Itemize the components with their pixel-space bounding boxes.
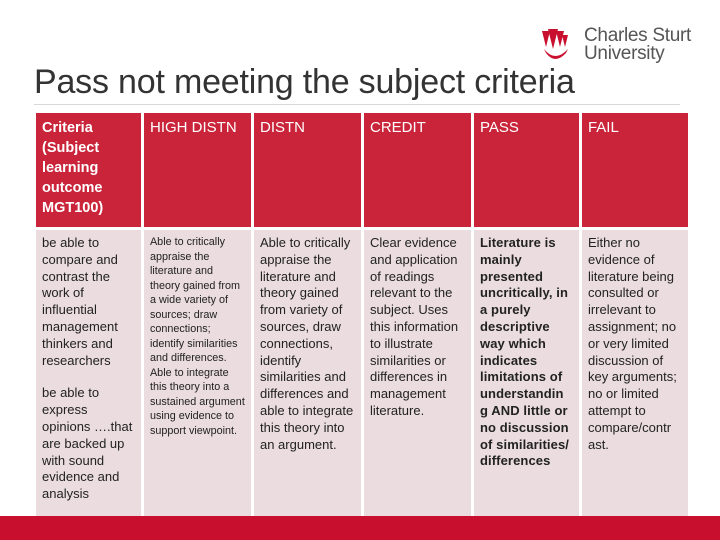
cell-high-distn: Able to critically appraise the literature and theory gained from a wide variety of sources; draw connections; identify similarities and differences. Able to integrate this theory into a sustained argument using evidence to support viewpoint. xyxy=(144,230,251,517)
university-logo xyxy=(538,22,698,68)
header-distn: DISTN xyxy=(254,113,361,227)
header-pass: PASS xyxy=(474,113,579,227)
criteria-part-1: be able to compare and contrast the work of influential management thinkers and researchers xyxy=(42,235,118,368)
slide-title: Pass not meeting the subject criteria xyxy=(34,63,575,101)
criteria-table-wrapper xyxy=(33,110,691,520)
bottom-accent-bar xyxy=(0,516,720,540)
title-divider xyxy=(34,104,680,105)
cell-criteria xyxy=(36,230,141,517)
csu-flame-logo-icon xyxy=(538,25,578,65)
cell-distn: Able to critically appraise the literature and theory gained from variety of sources, draw connections, identify similarities and differences and able to integrate this theory into an argument. xyxy=(254,230,361,517)
criteria-table xyxy=(33,110,691,520)
cell-credit: Clear evidence and application of readings relevant to the subject. Uses this information to illustrate similarities or differences in management literature. xyxy=(364,230,471,517)
logo-line-1: Charles Sturt xyxy=(584,25,691,46)
header-high-distn: HIGH DISTN xyxy=(144,113,251,227)
logo-wordmark xyxy=(584,27,691,63)
cell-fail: Either no evidence of literature being consulted or irrelevant to assignment; no or very limited discussion of key arguments; no or limited attempt to compare/contr ast. xyxy=(582,230,688,517)
cell-pass: Literature is mainly presented uncritically, in a purely descriptive way which indicates limitations of understandin g AND little or no discussion of similarities/ differences xyxy=(474,230,579,517)
logo-line-2: University xyxy=(584,43,665,64)
header-credit: CREDIT xyxy=(364,113,471,227)
header-fail: FAIL xyxy=(582,113,688,227)
header-criteria: Criteria (Subject learning outcome MGT100) xyxy=(36,113,141,227)
table-row xyxy=(36,230,688,517)
table-header-row xyxy=(36,113,688,227)
criteria-part-2: be able to express opinions ….that are backed up with sound evidence and analysis xyxy=(42,385,133,502)
